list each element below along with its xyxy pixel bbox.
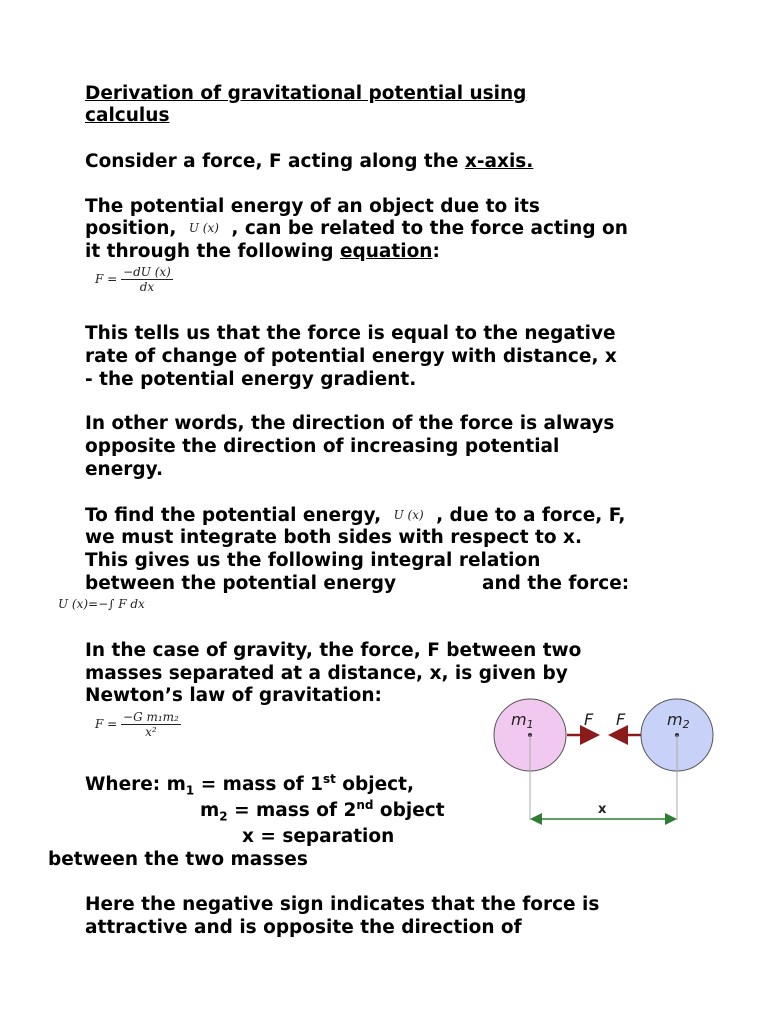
eq-denominator: dx bbox=[139, 280, 155, 294]
text: , can be related to the force acting on bbox=[224, 218, 628, 239]
eq-denominator: x² bbox=[145, 725, 157, 739]
text: object, bbox=[335, 774, 414, 795]
paragraph-gradient-line-1: This tells us that the force is equal to the negative bbox=[85, 323, 616, 344]
force-label-left: F bbox=[584, 710, 594, 729]
text: Where: m bbox=[85, 774, 186, 795]
text: = mass of 1 bbox=[194, 774, 323, 795]
text: : bbox=[432, 241, 440, 262]
paragraph-integrate-line-3: This gives us the following integral relation bbox=[85, 550, 541, 571]
distance-label: x bbox=[598, 802, 607, 817]
text: object bbox=[373, 800, 445, 821]
paragraph-potential-line-1: The potential energy of an object due to its bbox=[85, 196, 540, 217]
equation-integral: U (x)=−∫ F dx bbox=[58, 597, 145, 611]
paragraph-integrate-line-1 bbox=[85, 505, 625, 528]
x-axis-link[interactable]: x-axis. bbox=[464, 151, 534, 172]
where-x-line-2: between the two masses bbox=[48, 849, 308, 870]
superscript: st bbox=[322, 771, 336, 786]
text: Consider a force, F acting along the bbox=[85, 151, 465, 172]
paragraph-integrate-line-4b: and the force: bbox=[482, 573, 630, 594]
eq-numerator: −dU (x) bbox=[123, 265, 171, 279]
equation-link[interactable]: equation bbox=[339, 241, 433, 262]
paragraph-integrate-line-4a: between the potential energy bbox=[85, 573, 397, 594]
where-m1-line bbox=[85, 771, 414, 798]
paragraph-gradient-line-3: - the potential energy gradient. bbox=[85, 369, 417, 390]
paragraph-gravity-line-1: In the case of gravity, the force, F between two bbox=[85, 640, 582, 661]
paragraph-gravity-line-3: Newton’s law of gravitation: bbox=[85, 685, 382, 706]
eq-numerator: −G m₁m₂ bbox=[123, 710, 179, 724]
where-m2-line bbox=[200, 797, 445, 824]
where-x-line: x = separation bbox=[242, 826, 395, 847]
title-line-2: calculus bbox=[85, 105, 170, 126]
text: = mass of 2 bbox=[227, 800, 357, 821]
paragraph-potential-line-3 bbox=[85, 241, 440, 263]
paragraph-force-x-axis bbox=[85, 151, 533, 173]
text: m bbox=[200, 800, 220, 821]
paragraph-negative-sign-line-1: Here the negative sign indicates that the force is bbox=[85, 894, 600, 915]
superscript: nd bbox=[356, 797, 374, 812]
inline-equation-ux: U (x) bbox=[393, 508, 424, 522]
inline-equation-ux: U (x) bbox=[188, 221, 219, 235]
paragraph-integrate-line-2: we must integrate both sides with respect to x. bbox=[85, 527, 582, 548]
title-line-1: Derivation of gravitational potential using bbox=[85, 83, 527, 104]
mass-1-label: m1 bbox=[511, 710, 534, 731]
eq-fraction bbox=[121, 710, 181, 739]
paragraph-direction-line-2: opposite the direction of increasing potential bbox=[85, 436, 560, 457]
text: it through the following bbox=[85, 241, 340, 262]
force-label-right: F bbox=[616, 710, 626, 729]
equation-newton-gravitation bbox=[95, 710, 181, 739]
paragraph-negative-sign-line-2: attractive and is opposite the direction of bbox=[85, 917, 522, 938]
paragraph-direction-line-1: In other words, the direction of the force is always bbox=[85, 413, 615, 434]
eq-fraction bbox=[121, 265, 173, 294]
paragraph-gradient-line-2: rate of change of potential energy with distance, x bbox=[85, 346, 617, 367]
paragraph-potential-line-2 bbox=[85, 218, 628, 241]
paragraph-direction-line-3: energy. bbox=[85, 459, 164, 480]
text: position, bbox=[85, 218, 183, 239]
mass-2-label: m2 bbox=[667, 710, 690, 731]
eq-lhs: F = bbox=[95, 717, 118, 731]
two-masses-diagram bbox=[485, 695, 720, 830]
paragraph-gravity-line-2: masses separated at a distance, x, is given by bbox=[85, 663, 568, 684]
equation-force-gradient bbox=[95, 265, 173, 294]
subscript: 1 bbox=[185, 783, 195, 798]
eq-lhs: F = bbox=[95, 272, 118, 286]
subscript: 2 bbox=[219, 809, 228, 824]
text: To find the potential energy, bbox=[85, 505, 388, 526]
text: , due to a force, F, bbox=[429, 505, 626, 526]
